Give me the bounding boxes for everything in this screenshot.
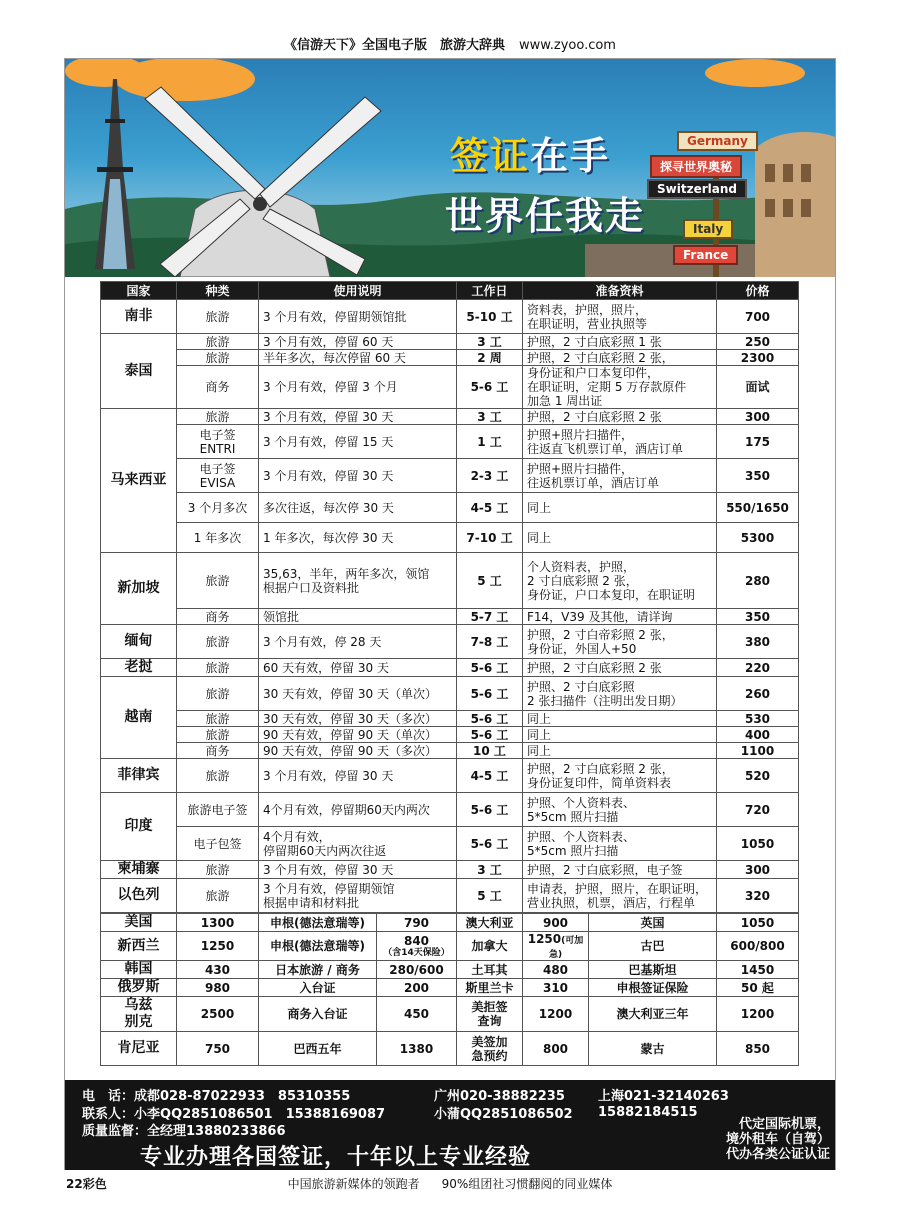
- grid-price: [377, 961, 457, 979]
- cell-country: 以色列: [101, 879, 177, 913]
- sign-italy: Italy: [683, 219, 733, 239]
- cell-desc: 4个月有效， 停留期60天内两次往返: [259, 827, 457, 861]
- table-row: [101, 759, 799, 793]
- cell-days: 3 工: [457, 861, 523, 879]
- cell-price: 260: [717, 677, 799, 711]
- cell-docs: 护照，2 寸白底彩照 2 张: [523, 659, 717, 677]
- grid-country: [101, 914, 177, 932]
- cell-price: 380: [717, 625, 799, 659]
- grid-visa: [259, 979, 377, 997]
- cell-country: 菲律宾: [101, 759, 177, 793]
- grid-price-text: 310: [542, 980, 569, 995]
- grid-visa: [259, 932, 377, 961]
- grid-price-text: 840: [403, 934, 430, 948]
- cell-desc: 多次往返，每次停 30 天: [259, 493, 457, 523]
- table-row: [101, 659, 799, 677]
- cell-type: 商务: [177, 366, 259, 409]
- grid-price-text: 600/800: [730, 939, 785, 953]
- cell-docs: 护照、个人资料表、 5*5cm 照片扫描: [523, 793, 717, 827]
- cell-type: 旅游: [177, 861, 259, 879]
- grid-price-text: 1300: [200, 915, 235, 930]
- grid-country-text: 美拒签 查询: [471, 1000, 508, 1028]
- cell-country: 越南: [101, 677, 177, 759]
- grid-row: [101, 997, 799, 1032]
- grid-price-text: 800: [542, 1041, 569, 1056]
- cell-type: 商务: [177, 743, 259, 759]
- grid-country-text: 韩国: [124, 961, 153, 977]
- cell-price: 5300: [717, 523, 799, 553]
- grid-visa-text: 申根(德法意瑞等): [270, 915, 365, 930]
- grid-price: [523, 914, 589, 932]
- cell-docs: 同上: [523, 523, 717, 553]
- table-row: [101, 711, 799, 727]
- banner-headline-white: 在手: [530, 134, 611, 178]
- cell-docs: 护照，2 寸白底彩照 2 张，: [523, 350, 717, 366]
- cell-docs: 护照，2 寸白底彩照 2 张， 身份证复印件，简单资料表: [523, 759, 717, 793]
- cell-country: 新加坡: [101, 553, 177, 625]
- cell-days: 7-8 工: [457, 625, 523, 659]
- cell-days: 5-10 工: [457, 300, 523, 334]
- cell-type: 旅游: [177, 727, 259, 743]
- cell-docs: 申请表，护照，照片，在职证明， 营业执照，机票，酒店，行程单: [523, 879, 717, 913]
- grid-price: [523, 1032, 589, 1066]
- grid-visa: [259, 914, 377, 932]
- grid-visa: [589, 914, 717, 932]
- table-header-row: [101, 282, 799, 300]
- grid-price-text: 50 起: [741, 980, 774, 995]
- grid-visa-text: 日本旅游 / 商务: [275, 962, 360, 977]
- grid-visa: [259, 997, 377, 1032]
- grid-country-text: 美国: [124, 914, 153, 930]
- cell-days: 5-6 工: [457, 827, 523, 861]
- grid-country-text: 美签加 急预约: [471, 1034, 508, 1063]
- eiffel-tower-icon: [95, 79, 135, 269]
- cell-type: 旅游: [177, 334, 259, 350]
- sign-explore: 探寻世界奥秘: [650, 155, 742, 178]
- grid-price: [717, 1032, 799, 1066]
- grid-price-text: 1250: [200, 939, 235, 953]
- table-body: [101, 300, 799, 913]
- table-row: [101, 553, 799, 609]
- cell-desc: 60 天有效，停留 30 天: [259, 659, 457, 677]
- grid-country: [457, 1032, 523, 1066]
- cell-days: 5 工: [457, 553, 523, 609]
- banner-headline-yellow: 签证: [450, 134, 531, 178]
- windmill-icon: [145, 87, 381, 277]
- cell-days: 5-6 工: [457, 727, 523, 743]
- cell-desc: 领馆批: [259, 609, 457, 625]
- grid-country: [457, 979, 523, 997]
- cell-price: 520: [717, 759, 799, 793]
- cell-desc: 3 个月有效，停留 30 天: [259, 759, 457, 793]
- cell-type: 旅游: [177, 711, 259, 727]
- cell-docs: 护照+照片扫描件， 往返直飞机票订单，酒店订单: [523, 425, 717, 459]
- grid-country-text: 乌兹 别克: [124, 997, 153, 1030]
- cell-type: 旅游: [177, 659, 259, 677]
- cell-price: 320: [717, 879, 799, 913]
- cell-price: 1050: [717, 827, 799, 861]
- cell-type: 电子包签: [177, 827, 259, 861]
- cell-type: 电子签 ENTRI: [177, 425, 259, 459]
- grid-price-text: 1050: [740, 915, 775, 930]
- phone-shanghai: 上海021-32140263: [598, 1089, 729, 1104]
- grid-price-text: 450: [403, 1007, 430, 1021]
- grid-row: [101, 1032, 799, 1066]
- banner-headline-2: 世界任我走: [445, 194, 646, 238]
- grid-price: [717, 932, 799, 961]
- contact-pu-phone: 15882184515: [598, 1105, 698, 1120]
- grid-country-text: 加拿大: [471, 939, 508, 953]
- cell-desc: 3 个月有效，停留期领馆批: [259, 300, 457, 334]
- grid-country-text: 新西兰: [117, 937, 160, 954]
- table-row: [101, 350, 799, 366]
- grid-price: [523, 979, 589, 997]
- cell-desc: 3 个月有效，停留 15 天: [259, 425, 457, 459]
- grid-price-text: 1200: [538, 1007, 573, 1021]
- cell-type: 旅游电子签: [177, 793, 259, 827]
- cell-days: 10 工: [457, 743, 523, 759]
- grid-price-text: 790: [403, 915, 430, 930]
- contact-label: 联系人：: [82, 1107, 135, 1122]
- cell-price: 700: [717, 300, 799, 334]
- cell-days: 5-7 工: [457, 609, 523, 625]
- cell-country: 南非: [101, 300, 177, 334]
- grid-price-text: 200: [403, 980, 430, 995]
- cell-desc: 4个月有效，停留期60天内两次: [259, 793, 457, 827]
- grid-country-text: 土耳其: [471, 962, 508, 977]
- table-row: [101, 334, 799, 350]
- cell-price: 1100: [717, 743, 799, 759]
- cell-price: 2300: [717, 350, 799, 366]
- cell-price: 300: [717, 409, 799, 425]
- side-services: [705, 1117, 830, 1162]
- grid-price: [177, 914, 259, 932]
- grid-price-text: 850: [744, 1041, 771, 1056]
- cell-docs: 护照+照片扫描件， 往返机票订单，酒店订单: [523, 459, 717, 493]
- cell-type: 旅游: [177, 553, 259, 609]
- table-row: [101, 459, 799, 493]
- grid-price-text: 900: [542, 915, 569, 930]
- slogan: 专业办理各国签证，十年以上专业经验: [140, 1145, 532, 1170]
- cell-docs: F14，V39 及其他，请详询: [523, 609, 717, 625]
- grid-price-text: 480: [542, 962, 569, 977]
- phone-chengdu: 成都028-87022933 85310355: [134, 1089, 351, 1104]
- grid-visa-text: 英国: [640, 915, 665, 930]
- grid-price: [523, 997, 589, 1032]
- cell-price: 400: [717, 727, 799, 743]
- cell-docs: 护照，2 寸白底彩照，电子签: [523, 861, 717, 879]
- contact-pu: 小蒲QQ2851086502: [434, 1107, 573, 1122]
- table-row: [101, 827, 799, 861]
- grid-visa: [589, 1032, 717, 1066]
- grid-price-text: 1200: [740, 1007, 775, 1021]
- grid-price: [177, 1032, 259, 1066]
- grid-visa: [589, 961, 717, 979]
- grid-price: [523, 932, 589, 961]
- table-row: [101, 493, 799, 523]
- colosseum-icon: [755, 132, 835, 277]
- cell-docs: 身份证和户口本复印件， 在职证明，定期 5 万存款原件 加急 1 周出证: [523, 366, 717, 409]
- cell-docs: 资料表，护照，照片， 在职证明，营业执照等: [523, 300, 717, 334]
- cell-desc: 90 天有效，停留 90 天（多次）: [259, 743, 457, 759]
- publication-site: www.zyoo.com: [519, 38, 616, 53]
- cell-desc: 1 年多次，每次停 30 天: [259, 523, 457, 553]
- cell-price: 720: [717, 793, 799, 827]
- grid-price: [177, 932, 259, 961]
- cell-days: 4-5 工: [457, 759, 523, 793]
- header-type: 种类: [177, 282, 259, 300]
- phone-row: [82, 1085, 350, 1104]
- grid-visa-text: 古巴: [640, 939, 665, 953]
- cell-desc: 30 天有效，停留 30 天（单次）: [259, 677, 457, 711]
- cell-price: 350: [717, 459, 799, 493]
- cell-desc: 3 个月有效，停留 30 天: [259, 861, 457, 879]
- grid-visa: [589, 979, 717, 997]
- grid-price-text: 1250: [527, 932, 562, 946]
- banner: [65, 59, 835, 277]
- cell-docs: 护照，2 寸白底彩照 1 张: [523, 334, 717, 350]
- cell-desc: 3 个月有效，停留期领馆 根据申请和材料批: [259, 879, 457, 913]
- cell-docs: 同上: [523, 711, 717, 727]
- cell-desc: 30 天有效，停留 30 天（多次）: [259, 711, 457, 727]
- sign-germany: Germany: [677, 131, 758, 151]
- cell-type: 旅游: [177, 625, 259, 659]
- contact-li: 小李QQ2851086501 15388169087: [134, 1107, 386, 1122]
- cell-type: 旅游: [177, 300, 259, 334]
- cell-docs: 护照，2 寸白帝彩照 2 张， 身份证，外国人+50: [523, 625, 717, 659]
- cell-desc: 3 个月有效，停留 60 天: [259, 334, 457, 350]
- cell-desc: 3 个月有效，停 28 天: [259, 625, 457, 659]
- grid-visa-text: 澳大利亚三年: [616, 1007, 689, 1021]
- cell-docs: 个人资料表，护照， 2 寸白底彩照 2 张， 身份证，户口本复印，在职证明: [523, 553, 717, 609]
- grid-price: [177, 979, 259, 997]
- service-notary: 代办各类公证认证: [725, 1147, 830, 1162]
- cell-country: 印度: [101, 793, 177, 861]
- cell-country: 马来西亚: [101, 409, 177, 553]
- cell-docs: 护照，2 寸白底彩照 2 张: [523, 409, 717, 425]
- grid-note: （含14天保险）: [383, 948, 450, 958]
- cell-country: 柬埔寨: [101, 861, 177, 879]
- cell-docs: 同上: [523, 743, 717, 759]
- table-row: [101, 861, 799, 879]
- cell-price: 280: [717, 553, 799, 609]
- grid-price: [177, 997, 259, 1032]
- header-country: 国家: [101, 282, 177, 300]
- cell-docs: 同上: [523, 727, 717, 743]
- table-row: [101, 677, 799, 711]
- cell-price: 250: [717, 334, 799, 350]
- tagline-1: 中国旅游新媒体的领跑者: [287, 1177, 420, 1191]
- grid-country: [101, 1032, 177, 1066]
- header-days: 工作日: [457, 282, 523, 300]
- cell-type: 旅游: [177, 409, 259, 425]
- tagline-2: 90%组团社习惯翻阅的同业媒体: [441, 1177, 613, 1191]
- grid-visa-text: 入台证: [299, 980, 336, 995]
- cell-country: 泰国: [101, 334, 177, 409]
- cell-docs: 护照、2 寸白底彩照 2 张扫描件（注明出发日期）: [523, 677, 717, 711]
- brand-name: [400, 273, 600, 277]
- price-grid-body: [101, 914, 799, 1066]
- grid-visa: [259, 961, 377, 979]
- grid-price: [377, 932, 457, 961]
- cell-type: 旅游: [177, 759, 259, 793]
- visa-table: [100, 281, 798, 1066]
- grid-price: [523, 961, 589, 979]
- grid-price: [377, 914, 457, 932]
- cell-days: 7-10 工: [457, 523, 523, 553]
- bottom-tagline: [0, 1175, 900, 1192]
- table-row: [101, 609, 799, 625]
- visa-price-grid: [100, 913, 799, 1066]
- grid-visa-text: 申根签证保险: [616, 980, 689, 995]
- grid-visa: [589, 932, 717, 961]
- cell-desc: 3 个月有效，停留 30 天: [259, 459, 457, 493]
- grid-price: [377, 979, 457, 997]
- cell-days: 1 工: [457, 425, 523, 459]
- cell-desc: 3 个月有效，停留 3 个月: [259, 366, 457, 409]
- table-row: [101, 409, 799, 425]
- cell-price: 300: [717, 861, 799, 879]
- header-price: 价格: [717, 282, 799, 300]
- cell-days: 5-6 工: [457, 677, 523, 711]
- grid-country: [457, 961, 523, 979]
- grid-country-text: 俄罗斯: [117, 979, 160, 995]
- grid-country: [101, 997, 177, 1032]
- cell-country: 老挝: [101, 659, 177, 677]
- grid-country: [457, 932, 523, 961]
- cell-type: 1 年多次: [177, 523, 259, 553]
- grid-visa: [589, 997, 717, 1032]
- publication-title: 《信游天下》全国电子版 旅游大辞典: [284, 38, 506, 53]
- cell-type: 商务: [177, 609, 259, 625]
- grid-country: [101, 932, 177, 961]
- grid-visa-text: 巴西五年: [293, 1041, 342, 1056]
- grid-country-text: 澳大利亚: [465, 915, 514, 930]
- table-row: [101, 300, 799, 334]
- cell-days: 2 周: [457, 350, 523, 366]
- grid-visa-text: 商务入台证: [287, 1007, 348, 1021]
- grid-price-text: 280/600: [389, 962, 444, 977]
- publication-header: [0, 34, 900, 53]
- sign-switzerland: Switzerland: [647, 179, 747, 199]
- grid-country: [101, 979, 177, 997]
- cell-type: 电子签 EVISA: [177, 459, 259, 493]
- cell-days: 4-5 工: [457, 493, 523, 523]
- cell-days: 5-6 工: [457, 793, 523, 827]
- cell-days: 5-6 工: [457, 659, 523, 677]
- phone-label: 电 话：: [82, 1089, 135, 1104]
- grid-row: [101, 961, 799, 979]
- table-row: [101, 523, 799, 553]
- cell-docs: 同上: [523, 493, 717, 523]
- grid-price-text: 1380: [399, 1041, 434, 1056]
- grid-visa-text: 巴基斯坦: [628, 962, 677, 977]
- cell-days: 3 工: [457, 409, 523, 425]
- cell-type: 旅游: [177, 677, 259, 711]
- grid-row: [101, 932, 799, 961]
- visa-main-table: [100, 281, 799, 913]
- grid-price: [377, 997, 457, 1032]
- grid-price: [717, 914, 799, 932]
- grid-price-text: 750: [204, 1041, 231, 1056]
- grid-visa-text: 蒙古: [640, 1041, 665, 1056]
- cell-days: 5-6 工: [457, 366, 523, 409]
- cell-price: 175: [717, 425, 799, 459]
- table-row: [101, 625, 799, 659]
- header-desc: 使用说明: [259, 282, 457, 300]
- grid-price: [177, 961, 259, 979]
- cell-type: 旅游: [177, 879, 259, 913]
- banner-headline-1: [450, 125, 610, 180]
- header-docs: 准备资料: [523, 282, 717, 300]
- grid-country-text: 斯里兰卡: [465, 980, 514, 995]
- cell-desc: 3 个月有效，停留 30 天: [259, 409, 457, 425]
- grid-price-text: 1450: [740, 962, 775, 977]
- table-row: [101, 366, 799, 409]
- grid-price: [377, 1032, 457, 1066]
- grid-price-text: 430: [204, 962, 231, 977]
- cell-price: 面试: [717, 366, 799, 409]
- cell-price: 220: [717, 659, 799, 677]
- sign-france: France: [673, 245, 738, 265]
- grid-country: [457, 914, 523, 932]
- grid-row: [101, 979, 799, 997]
- table-row: [101, 793, 799, 827]
- service-flights: 代定国际机票，: [738, 1117, 830, 1132]
- cell-price: 530: [717, 711, 799, 727]
- grid-price: [717, 961, 799, 979]
- grid-price-text: 980: [204, 980, 231, 995]
- page-number: 22彩色: [66, 1177, 107, 1191]
- service-car-rental: 境外租车（自驾）: [725, 1132, 830, 1147]
- grid-visa-text: 申根(德法意瑞等): [270, 939, 365, 953]
- cell-days: 3 工: [457, 334, 523, 350]
- cell-desc: 半年多次，每次停留 60 天: [259, 350, 457, 366]
- grid-price-text: 2500: [200, 1007, 235, 1021]
- cell-type: 旅游: [177, 350, 259, 366]
- cell-desc: 90 天有效，停留 90 天（单次）: [259, 727, 457, 743]
- grid-price: [717, 979, 799, 997]
- grid-country: [101, 961, 177, 979]
- table-row: [101, 879, 799, 913]
- cell-days: 5 工: [457, 879, 523, 913]
- cell-docs: 护照、个人资料表、 5*5cm 照片扫描: [523, 827, 717, 861]
- grid-row: [101, 914, 799, 932]
- table-row: [101, 743, 799, 759]
- grid-country-text: 肯尼亚: [117, 1040, 160, 1056]
- cell-price: 550/1650: [717, 493, 799, 523]
- table-row: [101, 727, 799, 743]
- grid-country: [457, 997, 523, 1032]
- cell-country: 缅甸: [101, 625, 177, 659]
- cell-desc: 35,63，半年，两年多次，领馆 根据户口及资料批: [259, 553, 457, 609]
- cell-price: 350: [717, 609, 799, 625]
- grid-visa: [259, 1032, 377, 1066]
- cell-type: 3 个月多次: [177, 493, 259, 523]
- cell-days: 5-6 工: [457, 711, 523, 727]
- grid-price: [717, 997, 799, 1032]
- phone-guangzhou: 广州020-38882235: [434, 1089, 565, 1104]
- table-row: [101, 425, 799, 459]
- grid-note: (可加急): [548, 936, 584, 960]
- quality-supervisor: 质量监督：全经理13880233866: [82, 1124, 286, 1139]
- cell-days: 2-3 工: [457, 459, 523, 493]
